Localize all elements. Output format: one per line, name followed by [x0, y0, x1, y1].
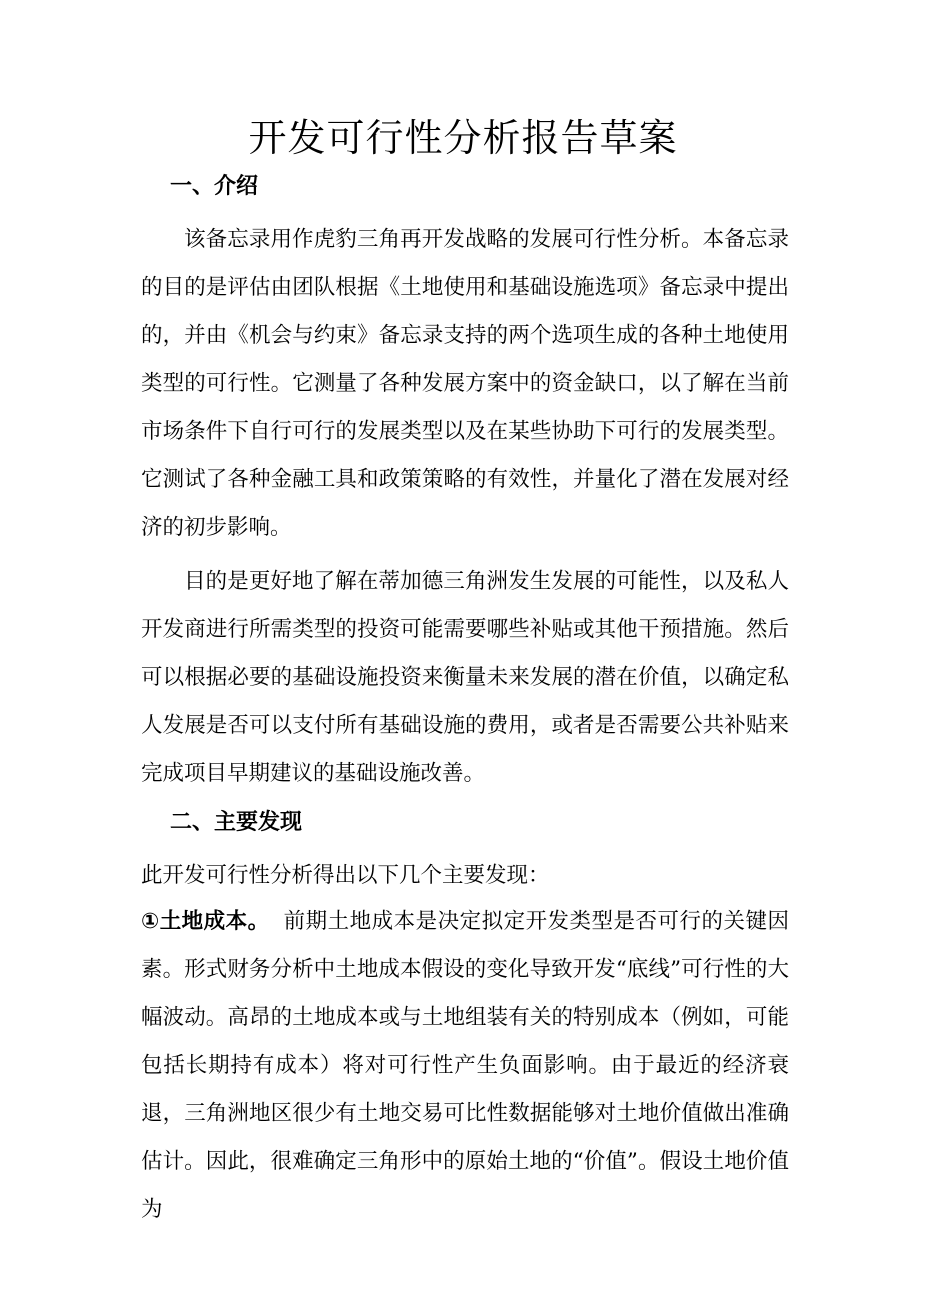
- document-title: 开发可行性分析报告草案: [248, 116, 678, 160]
- paragraph-introduction-1: 该备忘录用作虎豹三角再开发战略的发展可行性分析。本备忘录的目的是评估由团队根据《土地使用和基础设施选项》备忘录中提出的，并由《机会与约束》备忘录支持的两个选项生成的各种土地使用类型的可行性。它测量了各种发展方案中的资金缺口，以了解在当前市场条件下自行可行的发展类型以及在某些协助下可行的发展类型。它测试了各种金融工具和政策策略的有效性，并量化了潜在发展对经济的初步影响。: [141, 227, 789, 540]
- paragraph-findings-intro: 此开发可行性分析得出以下几个主要发现：: [141, 863, 550, 888]
- finding-text: 前期土地成本是决定拟定开发类型是否可行的关键因素。形式财务分析中土地成本假设的变化导致开发“底线”可行性的大幅波动。高昂的土地成本或与土地组装有关的特别成本（例如，可能包括长期持有成本）将对可行性产生负面影响。由于最近的经济衰退，三角洲地区很少有土地交易可比性数据能够对土地价值做出准确估计。因此，很难确定三角形中的原始土地的“价值”。假设土地价值为: [141, 909, 789, 1222]
- finding-label: ①土地成本。: [141, 909, 270, 934]
- section-heading-introduction: 一、介绍: [170, 174, 259, 199]
- finding-item: [141, 898, 789, 1234]
- paragraph-introduction-2: 目的是更好地了解在蒂加德三角洲发生发展的可能性，以及私人开发商进行所需类型的投资可能需要哪些补贴或其他干预措施。然后可以根据必要的基础设施投资来衡量未来发展的潜在价值，以确定私人发展是否可以支付所有基础设施的费用，或者是否需要公共补贴来完成项目早期建议的基础设施改善。: [141, 569, 789, 786]
- section-heading-key-findings: 二、主要发现: [170, 810, 303, 835]
